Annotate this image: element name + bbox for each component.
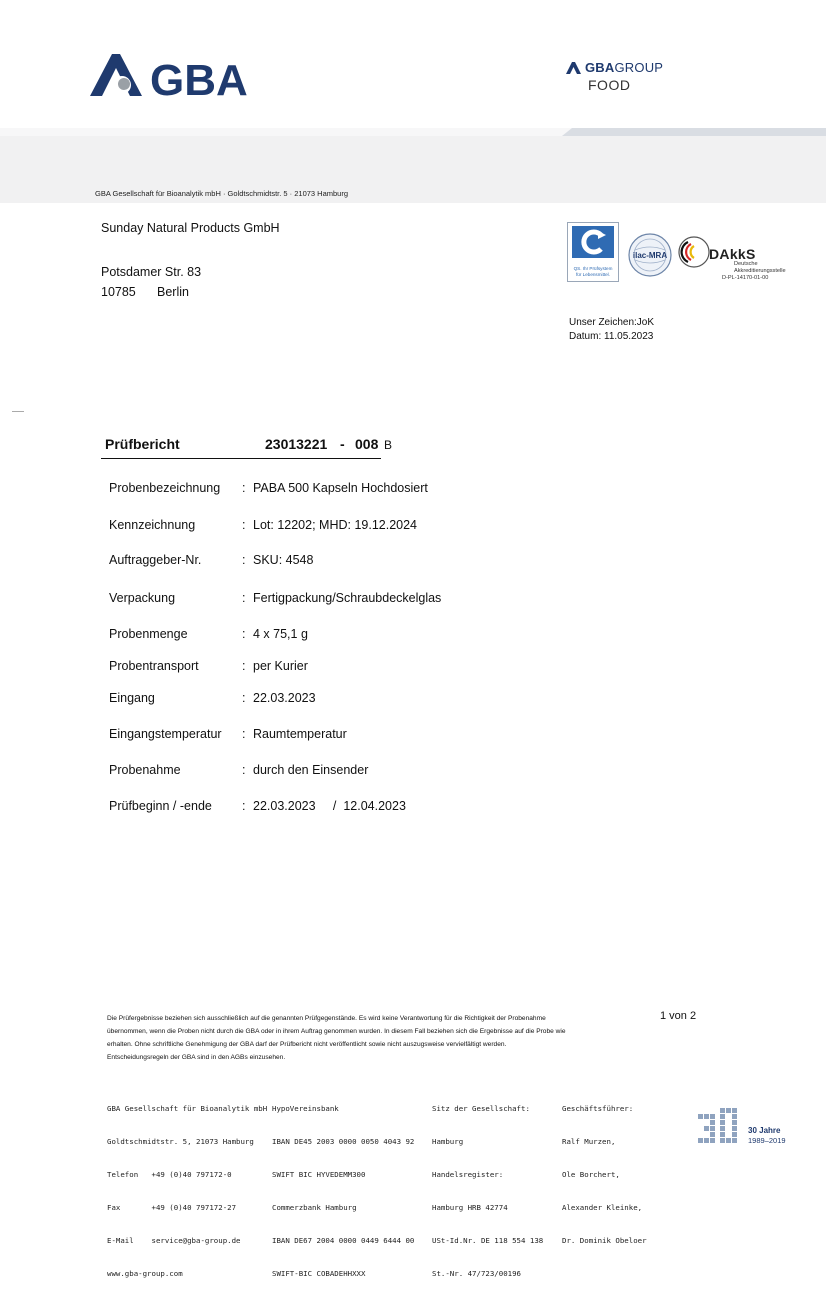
detail-label: Probenbezeichnung [109,481,221,495]
detail-label: Auftraggeber-Nr. [109,553,202,567]
dakks-id: D-PL-14170-01-00 [722,275,769,281]
anniversary-title: 30 Jahre [748,1126,781,1135]
footer-management-line: Geschäftsführer: [562,1104,634,1113]
detail-value: PABA 500 Kapseln Hochdosiert [253,481,428,495]
disclaimer-line: Die Prüfergebnisse beziehen sich ausschließlich auf die genannten Prüfgegenstände. Es wird keine Verantwortung für die Richtigkeit der Probenahme [107,1015,546,1022]
anniversary-30-icon [696,1104,744,1148]
recipient-zip: 10785 [101,285,136,299]
detail-value: durch den Einsender [253,763,369,777]
disclaimer-line: übernommen, wenn die Proben nicht durch die GBA oder in ihrem Auftrag genommen wurden. In diesem Fall beziehen sich die Ergebnisse auf die Probe wie [107,1028,566,1035]
detail-colon: : [242,627,246,641]
footer-management-line: Ole Borchert, [562,1170,620,1179]
qs-seal-text: QS. Ihr Prüfsystem für Lebensmittel. [573,266,613,277]
footer-seat-line: USt-Id.Nr. DE 118 554 138 [432,1236,544,1245]
detail-label: Probenmenge [109,627,188,641]
detail-colon: : [242,553,246,567]
dakks-title: DAkkS [709,246,756,262]
footer-company [107,1081,267,1290]
footer-company-line: Fax +49 (0)40 797172-27 [107,1203,237,1212]
detail-value: 22.03.2023 [253,691,316,705]
footer-company-line: www.gba-group.com [107,1269,183,1278]
anniversary-badge [696,1104,796,1148]
dakks-seal [678,232,790,284]
footer-management-line: Alexander Kleinke, [562,1203,643,1212]
detail-colon: : [242,481,246,495]
footer-company-line: GBA Gesellschaft für Bioanalytik mbH [107,1104,268,1113]
disclaimer [107,1012,637,1064]
detail-label: Verpackung [109,591,176,605]
footer-seat [432,1081,543,1290]
group-logo-sub: FOOD [588,77,631,93]
fold-mark [12,411,24,412]
detail-label: Probentransport [109,659,199,673]
recipient-name: Sunday Natural Products GmbH [101,221,280,235]
report-number: 23013221 [265,436,328,452]
footer-bank [272,1081,414,1290]
gba-logo [90,52,260,105]
detail-value: Lot: 12202; MHD: 19.12.2024 [253,518,418,532]
sender-line: GBA Gesellschaft für Bioanalytik mbH · Goldtschmidtstr. 5 · 21073 Hamburg [95,189,349,198]
detail-label: Eingangstemperatur [109,727,222,741]
dakks-emblem-icon [678,236,710,268]
detail-value: 4 x 75,1 g [253,627,308,641]
ilac-mra-seal [627,232,673,278]
detail-colon: : [242,591,246,605]
report-revision: B [384,438,393,452]
report-separator: - [340,436,345,452]
recipient-city: Berlin [157,285,189,299]
detail-colon: : [242,727,246,741]
footer-management [562,1081,647,1257]
footer-management-line: Ralf Murzen, [562,1137,616,1146]
detail-colon: : [242,518,246,532]
footer-seat-line: Hamburg [432,1137,464,1146]
gba-group-food-logo [566,60,686,100]
ilac-mra-seal-text: ilac-MRA [632,251,668,260]
detail-value: Fertigpackung/Schraubdeckelglas [253,591,442,605]
report-underline [101,458,381,459]
gba-logo-text: GBA [150,56,248,105]
dakks-sub2: Akkreditierungsstelle [734,268,786,274]
group-logo-text: GBAGROUP [585,60,664,75]
detail-label: Eingang [109,691,155,705]
footer-seat-line: St.-Nr. 47/723/00196 [432,1269,521,1278]
report-suffix: 008 [355,436,379,452]
footer-company-line: Telefon +49 (0)40 797172-0 [107,1170,232,1179]
detail-colon: : [242,659,246,673]
footer-bank-line: SWIFT BIC HYVEDEMM300 [272,1170,366,1179]
detail-colon: : [242,691,246,705]
detail-colon: : [242,799,246,813]
page-indicator: 1 von 2 [660,1010,697,1022]
footer-seat-line: Sitz der Gesellschaft: [432,1104,530,1113]
footer-company-line: Goldtschmidtstr. 5, 21073 Hamburg [107,1137,254,1146]
detail-value: 22.03.2023 / 12.04.2023 [253,799,406,813]
footer-company-line: E-Mail service@gba-group.de [107,1236,241,1245]
reference-zeichen: Unser Zeichen:JoK [569,317,655,328]
footer-bank-line: IBAN DE45 2003 0000 0050 4043 92 [272,1137,415,1146]
footer-bank-line: Commerzbank Hamburg [272,1203,357,1212]
header-band-accent [562,128,826,136]
recipient-street: Potsdamer Str. 83 [101,265,202,279]
detail-value: SKU: 4548 [253,553,314,567]
footer-bank-line: IBAN DE67 2004 0000 0449 6444 00 [272,1236,415,1245]
detail-label: Probenahme [109,763,181,777]
disclaimer-line: erhalten. Ohne schriftliche Genehmigung der GBA darf der Prüfbericht nicht veröffentlicht sowie nicht auszugsweise vervielfältigt werden. [107,1041,507,1048]
detail-colon: : [242,763,246,777]
dakks-sub1: Deutsche [734,261,758,267]
footer-seat-line: Hamburg HRB 42774 [432,1203,508,1212]
detail-value: per Kurier [253,659,308,673]
footer-seat-line: Handelsregister: [432,1170,504,1179]
qs-seal [567,222,619,282]
disclaimer-line: Entscheidungsregeln der GBA sind in den AGBs einzusehen. [107,1054,286,1061]
gba-group-mark-icon [566,62,582,74]
footer-management-line: Dr. Dominik Obeloer [562,1236,647,1245]
detail-label: Prüfbeginn / -ende [109,799,212,813]
detail-label: Kennzeichnung [109,518,196,532]
qs-seal-icon [568,223,618,259]
report-title: Prüfbericht [105,436,180,452]
footer-bank-line: SWIFT-BIC COBADEHHXXX [272,1269,366,1278]
footer-bank-line: HypoVereinsbank [272,1104,339,1113]
detail-value: Raumtemperatur [253,727,347,741]
anniversary-years: 1989–2019 [748,1136,786,1145]
reference-datum: Datum: 11.05.2023 [569,331,654,342]
